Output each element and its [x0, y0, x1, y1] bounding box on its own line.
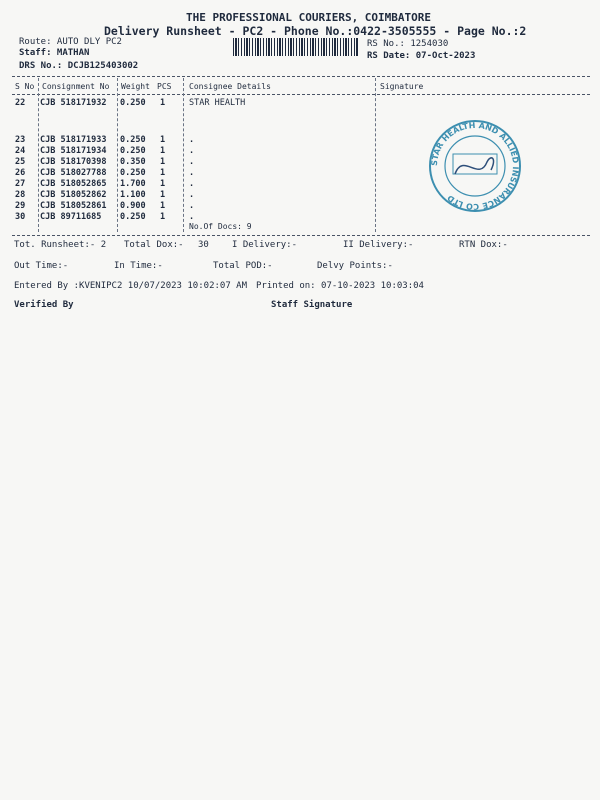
signature-scribble: [455, 158, 494, 174]
row-consignee: .: [189, 146, 195, 156]
row-weight: 0.250: [120, 135, 146, 145]
col-signature: Signature: [380, 82, 424, 91]
row-pcs: 1: [160, 179, 166, 189]
row-sno: 30: [15, 212, 26, 222]
barcode: [233, 38, 358, 56]
col-divider: [183, 78, 184, 232]
tot-runsheet: Tot. Runsheet:- 2: [14, 240, 107, 250]
row-weight: 0.250: [120, 212, 146, 222]
company-name: THE PROFESSIONAL COURIERS, COIMBATORE: [186, 11, 432, 24]
row-consignee: .: [189, 190, 195, 200]
route-label: Route: AUTO DLY PC2: [19, 37, 122, 47]
row-consignment: CJB 89711685: [40, 212, 102, 222]
total-dox-label: Total Dox:-: [124, 240, 184, 250]
company-stamp: [427, 118, 523, 214]
col-divider: [375, 78, 376, 232]
total-pod: Total POD:-: [213, 261, 273, 271]
col-pcs: PCS: [157, 82, 172, 91]
entered-by: Entered By :KVENIPC2 10/07/2023 10:02:07 AM: [14, 281, 247, 291]
printed-on: Printed on: 07-10-2023 10:03:04: [256, 281, 424, 291]
row-weight: 1.100: [120, 190, 146, 200]
row-pcs: 1: [160, 168, 166, 178]
row-weight: 1.700: [120, 179, 146, 189]
row-consignee: .: [189, 135, 195, 145]
row-consignment: CJB 518170398: [40, 157, 107, 167]
header-rule-bottom: [12, 94, 590, 95]
rs-date: RS Date: 07-Oct-2023: [367, 51, 476, 61]
row-weight: 0.250: [120, 146, 146, 156]
row-consignee: .: [189, 168, 195, 178]
row-consignee: .: [189, 157, 195, 167]
col-sno: S No: [15, 82, 35, 91]
row-pcs: 1: [160, 190, 166, 200]
row-consignment: CJB 518052861: [40, 201, 107, 211]
i-delivery: I Delivery:-: [232, 240, 298, 250]
row-pcs: 1: [160, 157, 166, 167]
drs-number: DRS No.: DCJB125403002: [19, 61, 139, 71]
row-consignment: CJB 518171933: [40, 135, 107, 145]
verified-by: Verified By: [14, 300, 74, 310]
staff-signature: Staff Signature: [271, 300, 353, 310]
col-divider: [38, 78, 39, 232]
row-consignee: .: [189, 179, 195, 189]
row-consignment: CJB 518027788: [40, 168, 107, 178]
col-consignment: Consignment No: [42, 82, 110, 91]
row-consignment: CJB 518052865: [40, 179, 107, 189]
col-consignee: Consignee Details: [189, 82, 271, 91]
row-consignment: CJB 518171932: [40, 98, 107, 108]
row-sno: 29: [15, 201, 26, 211]
totals-rule: [12, 235, 590, 236]
row-pcs: 1: [160, 201, 166, 211]
no-of-docs: No.Of Docs: 9: [189, 222, 252, 231]
runsheet-title: Delivery Runsheet - PC2 - Phone No.:0422-3505555 - Page No.:2: [104, 24, 527, 38]
row-sno: 25: [15, 157, 26, 167]
row-consignee: .: [189, 201, 195, 211]
total-dox-value: 30: [198, 240, 209, 250]
row-consignee: .: [189, 212, 195, 222]
row-weight: 0.250: [120, 168, 146, 178]
row-weight: 0.350: [120, 157, 146, 167]
row-weight: 0.250: [120, 98, 146, 108]
row-sno: 26: [15, 168, 26, 178]
row-pcs: 1: [160, 212, 166, 222]
row-pcs: 1: [160, 135, 166, 145]
row-sno: 23: [15, 135, 26, 145]
col-weight: Weight: [121, 82, 150, 91]
row-sno: 22: [15, 98, 26, 108]
row-pcs: 1: [160, 98, 166, 108]
row-consignment: CJB 518171934: [40, 146, 107, 156]
row-sno: 27: [15, 179, 26, 189]
stamp-text: STAR HEALTH AND ALLIED INSURANCE CO LTD: [429, 120, 521, 212]
in-time: In Time:-: [114, 261, 163, 271]
header-rule-top: [12, 76, 590, 77]
row-sno: 28: [15, 190, 26, 200]
row-weight: 0.900: [120, 201, 146, 211]
staff-label: Staff: MATHAN: [19, 48, 90, 58]
rs-number: RS No.: 1254030: [367, 39, 449, 49]
row-consignee: STAR HEALTH: [189, 98, 246, 108]
row-sno: 24: [15, 146, 26, 156]
out-time: Out Time:-: [14, 261, 69, 271]
delvy-points: Delvy Points:-: [317, 261, 393, 271]
rtn-dox: RTN Dox:-: [459, 240, 508, 250]
row-pcs: 1: [160, 146, 166, 156]
row-consignment: CJB 518052862: [40, 190, 107, 200]
ii-delivery: II Delivery:-: [343, 240, 414, 250]
col-divider: [117, 78, 118, 232]
